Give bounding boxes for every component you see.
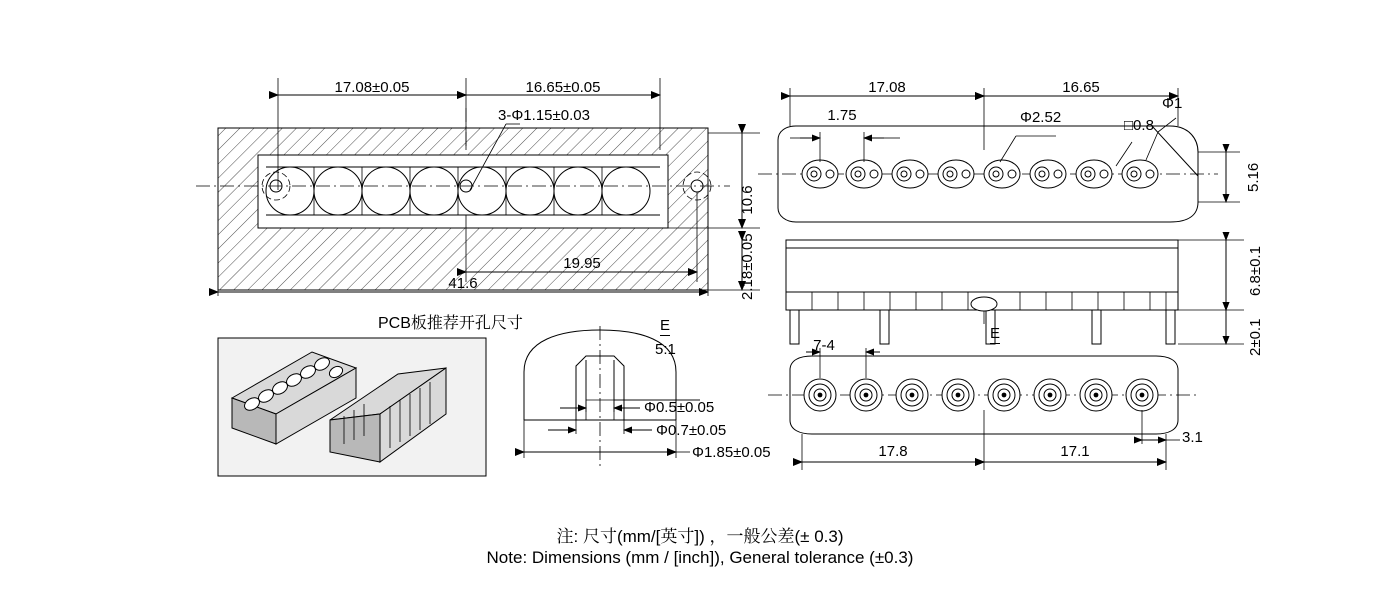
dim-detail-d3: Φ1.85±0.05 (692, 444, 771, 461)
dim-pcb-hole-callout: 3-Φ1.15±0.03 (498, 107, 590, 124)
pcb-view-title: PCB板推荐开孔尺寸 (378, 315, 523, 332)
dim-bottom-pin-callout: 7-4 (813, 337, 835, 354)
dim-top-pitch: 1.75 (827, 107, 857, 124)
dim-pcb-inner-width: 19.95 (563, 255, 601, 272)
isometric-photo-view (218, 338, 486, 476)
note-english: Note: Dimensions (mm / [inch]), General tolerance (±0.3) (486, 548, 914, 567)
dim-top-left: 17.08 (868, 79, 906, 96)
front-view (786, 240, 1244, 344)
detail-e-marker-front: E (990, 325, 1001, 342)
dim-bottom-right: 17.1 (1060, 443, 1090, 460)
note-chinese: 注: 尺寸(mm/[英寸]) ，一般公差(± 0.3) (556, 527, 844, 546)
dim-pcb-height-right: 10.6 (739, 185, 756, 215)
dim-front-body-height: 6.8±0.1 (1247, 246, 1264, 296)
dim-bottom-left: 17.8 (878, 443, 908, 460)
dim-top-dia-corner: Φ1 (1162, 95, 1183, 112)
dim-top-height: 5.16 (1245, 162, 1262, 192)
dim-top-dia-center: Φ2.52 (1020, 109, 1062, 126)
dim-bottom-edge: 3.1 (1182, 429, 1203, 446)
dim-pcb-overall-width: 41.6 (448, 275, 478, 292)
dim-front-pin-length: 2±0.1 (1247, 318, 1264, 356)
dim-top-right: 16.65 (1062, 79, 1100, 96)
dim-top-square: □0.8 (1124, 117, 1154, 134)
dim-pcb-top-right: 16.65±0.05 (525, 79, 601, 96)
dim-detail-d1: Φ0.5±0.05 (644, 399, 715, 416)
dim-pcb-height-right2: 2.18±0.05 (739, 233, 756, 300)
bottom-view (768, 348, 1200, 470)
detail-e-scale: 5:1 (655, 341, 676, 358)
dim-detail-d2: Φ0.7±0.05 (656, 422, 727, 439)
detail-e-label: E (660, 317, 671, 334)
pcb-top-view (196, 78, 760, 296)
dim-pcb-top-left: 17.08±0.05 (334, 79, 410, 96)
